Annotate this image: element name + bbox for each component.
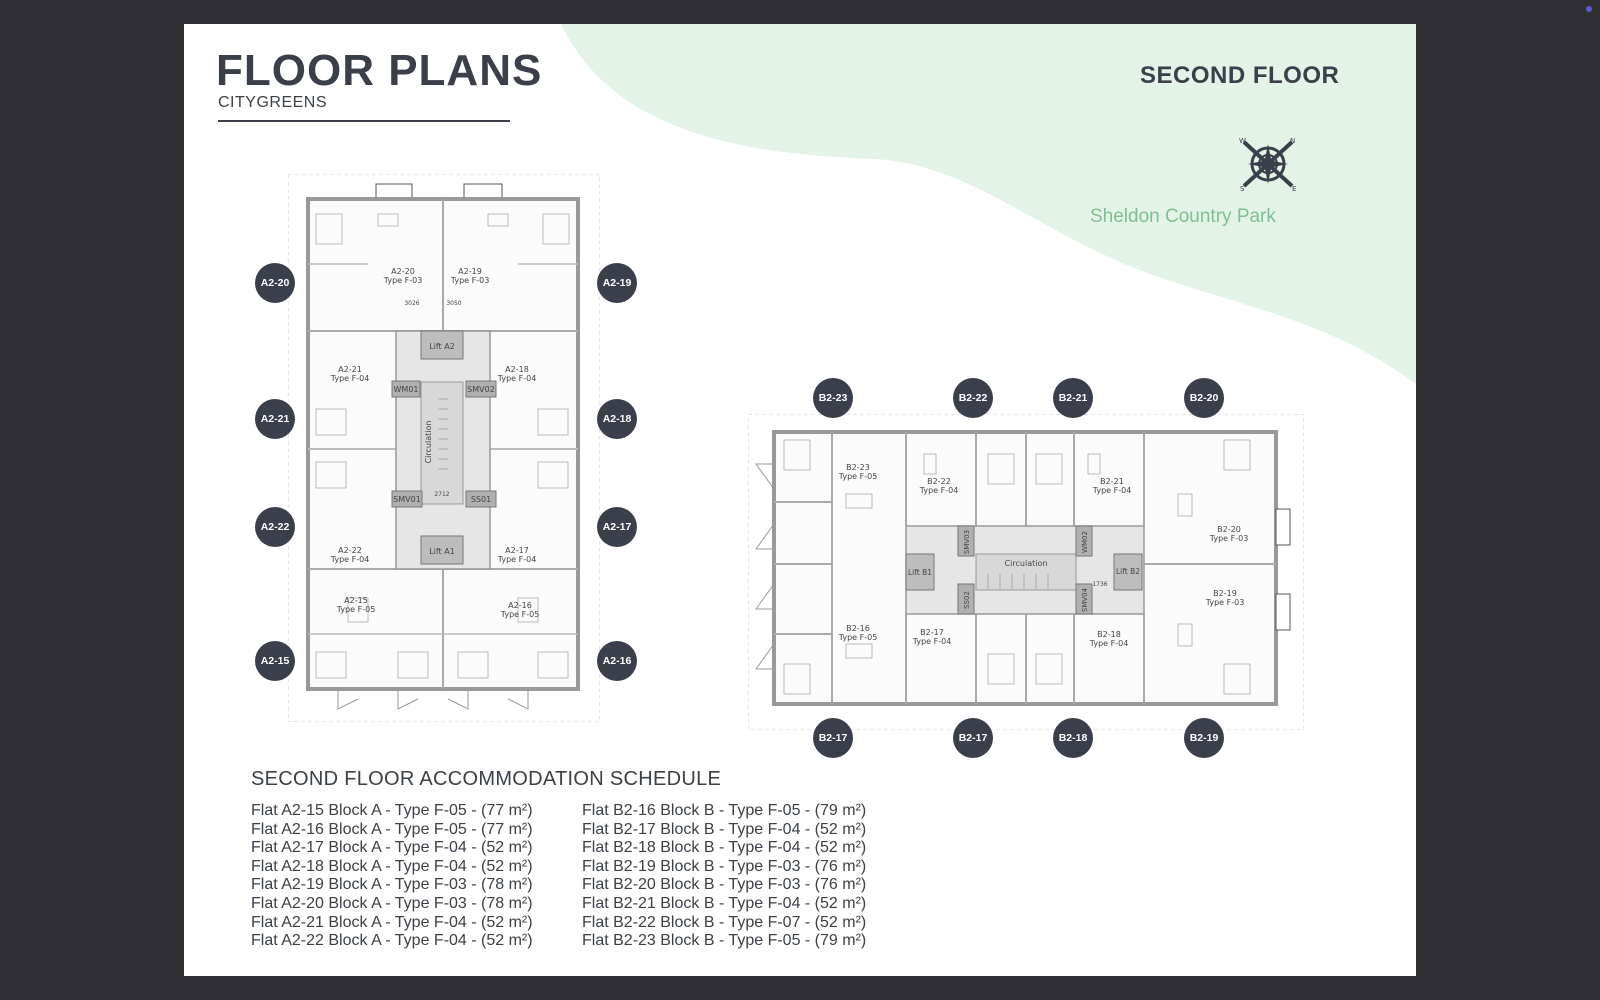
room-name-a2-19: A2-19	[458, 267, 482, 276]
page-title: FLOOR PLANS	[216, 46, 543, 95]
room-name-a2-15: A2-15	[344, 596, 368, 605]
unit-badge-a2-17: A2-17	[597, 507, 637, 547]
room-type-a2-18: Type F-04	[497, 374, 537, 383]
schedule-row: Flat A2-22 Block A - Type F-04 - (52 m²)	[251, 932, 533, 950]
room-name-a2-20: A2-20	[391, 267, 415, 276]
room-type-a2-21: Type F-04	[330, 374, 370, 383]
unit-badge-b2-21: B2-21	[1053, 378, 1093, 418]
block-b-floor-plan	[748, 414, 1304, 730]
wm01-label: WM01	[393, 385, 419, 394]
schedule-row: Flat B2-19 Block B - Type F-03 - (76 m²)	[582, 857, 867, 875]
ss02-label: SS02	[963, 591, 971, 609]
floor-label: SECOND FLOOR	[1140, 62, 1340, 89]
room-type-a2-19: Type F-03	[450, 276, 490, 285]
schedule-row: Flat B2-18 Block B - Type F-04 - (52 m²)	[582, 839, 867, 857]
room-type-b2-18: Type F-04	[1089, 639, 1129, 648]
wm02-label: WM02	[1081, 531, 1089, 553]
unit-badge-b2-18: B2-18	[1053, 718, 1093, 758]
schedule-column-block-b	[582, 802, 866, 951]
unit-badge-b2-19: B2-19	[1184, 718, 1224, 758]
unit-badge-a2-19: A2-19	[597, 263, 637, 303]
dimension-label-1: 3026	[404, 300, 420, 307]
room-name-b2-20: B2-20	[1217, 525, 1241, 534]
room-type-a2-17: Type F-04	[497, 555, 537, 564]
schedule-row: Flat A2-15 Block A - Type F-05 - (77 m²)	[251, 802, 533, 819]
room-type-b2-20: Type F-03	[1209, 534, 1249, 543]
circulation-b-label: Circulation	[1004, 559, 1048, 568]
room-type-a2-15: Type F-05	[336, 605, 376, 614]
lift-a2-label: Lift A2	[429, 342, 455, 351]
unit-badge-a2-18: A2-18	[597, 399, 637, 439]
room-type-a2-20: Type F-03	[383, 276, 423, 285]
schedule-row: Flat B2-21 Block B - Type F-04 - (52 m²)	[582, 894, 867, 912]
room-name-b2-16: B2-16	[846, 624, 870, 633]
lift-b1-label: Lift B1	[907, 568, 933, 577]
ss01-label: SS01	[470, 495, 492, 504]
block-a-floor-plan	[288, 174, 600, 722]
room-type-b2-23: Type F-05	[838, 472, 878, 481]
dimension-label-3: 2712	[434, 491, 450, 498]
schedule-row: Flat A2-17 Block A - Type F-04 - (52 m²)	[251, 839, 533, 857]
unit-badge-a2-20: A2-20	[255, 263, 295, 303]
unit-badge-a2-21: A2-21	[255, 399, 295, 439]
project-name: CITYGREENS	[218, 94, 328, 111]
schedule-row: Flat A2-19 Block A - Type F-03 - (78 m²)	[251, 876, 533, 894]
floor-plan-sheet	[184, 24, 1416, 976]
circulation-label: Circulation	[424, 420, 433, 464]
room-name-a2-22: A2-22	[338, 546, 362, 555]
room-type-b2-16: Type F-05	[838, 633, 878, 642]
unit-badge-a2-22: A2-22	[255, 507, 295, 547]
schedule-row: Flat B2-22 Block B - Type F-07 - (52 m²)	[582, 913, 867, 931]
room-name-b2-19: B2-19	[1213, 589, 1237, 598]
smv04-label: SMV04	[1081, 587, 1089, 613]
compass-letter-n: N	[1290, 137, 1296, 145]
lift-b2-label: Lift B2	[1115, 567, 1141, 576]
room-type-b2-17: Type F-04	[912, 637, 952, 646]
unit-badge-b2-17-left: B2-17	[813, 718, 853, 758]
room-name-b2-17: B2-17	[920, 628, 944, 637]
compass-icon	[1238, 134, 1298, 194]
room-type-b2-22: Type F-04	[919, 486, 959, 495]
schedule-row: Flat B2-20 Block B - Type F-03 - (76 m²)	[582, 876, 867, 894]
room-name-a2-18: A2-18	[505, 365, 529, 374]
unit-badge-a2-16: A2-16	[597, 641, 637, 681]
unit-badge-b2-23: B2-23	[813, 378, 853, 418]
schedule-column-block-a	[251, 802, 533, 951]
schedule-row: Flat B2-16 Block B - Type F-05 - (79 m²)	[582, 802, 867, 819]
smv03-label: SMV03	[963, 529, 971, 555]
schedule-title: SECOND FLOOR ACCOMMODATION SCHEDULE	[251, 768, 722, 790]
smv01-label: SMV01	[393, 495, 421, 504]
room-type-b2-19: Type F-03	[1205, 598, 1245, 607]
room-name-a2-16: A2-16	[508, 601, 532, 610]
room-name-b2-21: B2-21	[1100, 477, 1124, 486]
lift-a1-label: Lift A1	[429, 547, 455, 556]
schedule-row: Flat B2-17 Block B - Type F-04 - (52 m²)	[582, 820, 867, 838]
room-name-b2-22: B2-22	[927, 477, 951, 486]
compass-letter-s: S	[1240, 185, 1245, 193]
dimension-label-2: 3050	[446, 300, 462, 307]
unit-badge-a2-15: A2-15	[255, 641, 295, 681]
room-type-a2-16: Type F-05	[500, 610, 540, 619]
unit-badge-b2-20: B2-20	[1184, 378, 1224, 418]
schedule-row: Flat A2-21 Block A - Type F-04 - (52 m²)	[251, 913, 533, 931]
schedule-row: Flat A2-16 Block A - Type F-05 - (77 m²)	[251, 820, 533, 838]
unit-badge-b2-17: B2-17	[953, 718, 993, 758]
title-divider	[218, 120, 510, 122]
window-indicator-dot	[1586, 6, 1592, 12]
schedule-row: Flat A2-20 Block A - Type F-03 - (78 m²)	[251, 894, 533, 912]
room-type-a2-22: Type F-04	[330, 555, 370, 564]
compass-letter-e: E	[1292, 185, 1297, 193]
room-name-b2-18: B2-18	[1097, 630, 1121, 639]
room-name-b2-23: B2-23	[846, 463, 870, 472]
park-label: Sheldon Country Park	[1090, 206, 1276, 227]
unit-badge-b2-22: B2-22	[953, 378, 993, 418]
schedule-row: Flat B2-23 Block B - Type F-05 - (79 m²)	[582, 932, 867, 950]
compass-letter-w: W	[1239, 137, 1246, 145]
smv02-label: SMV02	[467, 385, 495, 394]
room-name-a2-17: A2-17	[505, 546, 529, 555]
dimension-label-b: 1736	[1092, 581, 1108, 588]
room-type-b2-21: Type F-04	[1092, 486, 1132, 495]
room-name-a2-21: A2-21	[338, 365, 362, 374]
schedule-row: Flat A2-18 Block A - Type F-04 - (52 m²)	[251, 857, 533, 875]
